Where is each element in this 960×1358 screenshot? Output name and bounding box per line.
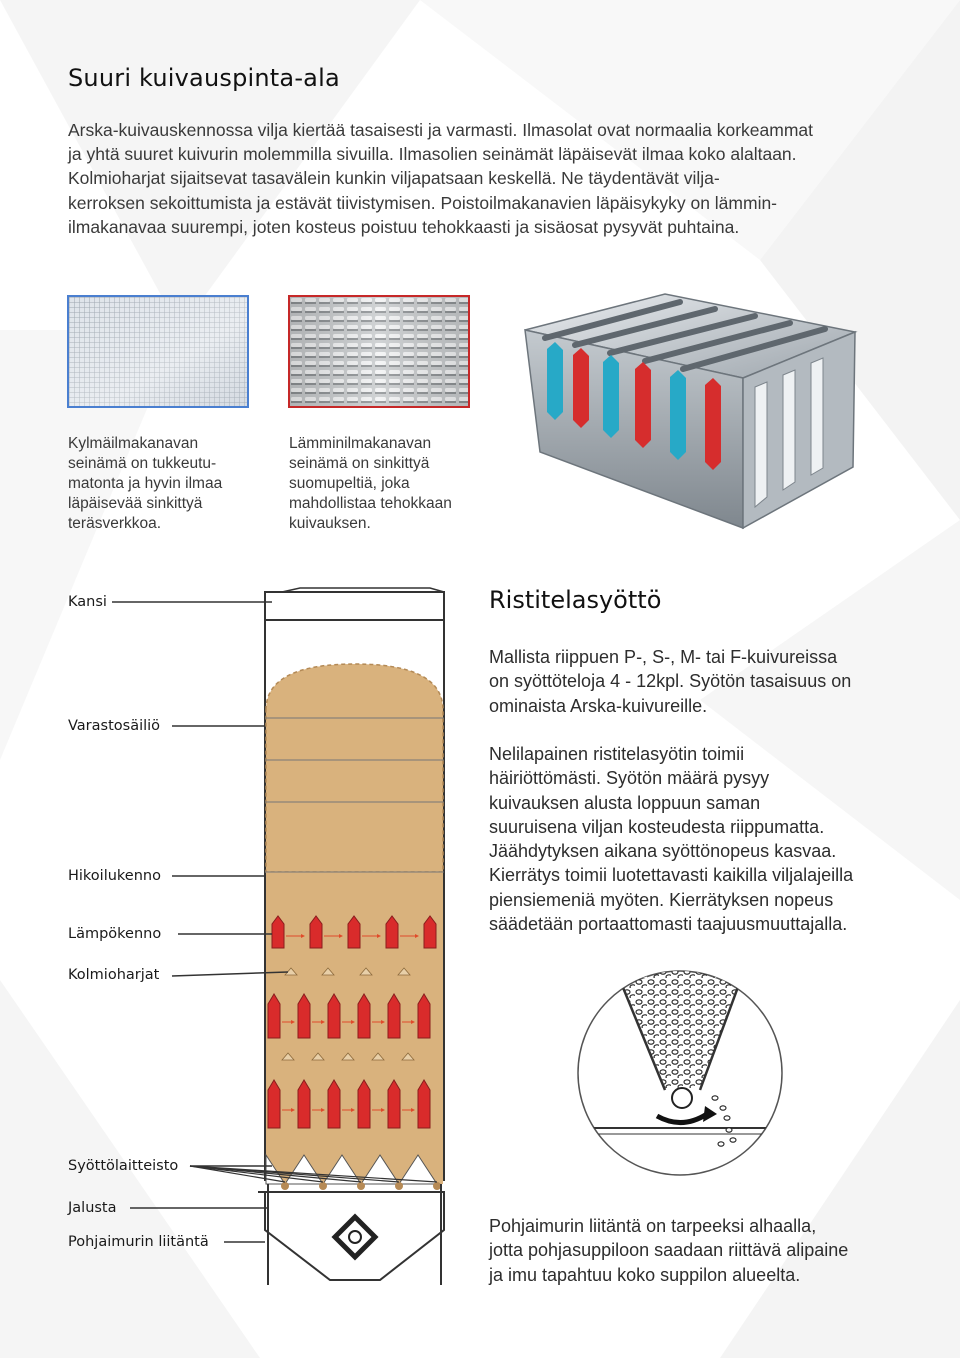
- cross-roll-feeder-illustration: [575, 968, 785, 1178]
- caption-line: Lämminilmakanavan: [289, 435, 432, 452]
- caption-line: teräsverkkoa.: [68, 515, 162, 532]
- caption-line: seinämä on tukkeutu-: [68, 455, 217, 472]
- para-line: Kierrätys toimii luotettavasti kaikilla viljalajeilla: [489, 865, 854, 886]
- caption-line: Kylmäilmakanavan: [68, 435, 199, 452]
- para-line: piensiemeniä myöten. Kierrätyksen nopeus: [489, 889, 834, 910]
- label-varastosailio: Varastosäiliö: [68, 718, 161, 734]
- feeder-operation-paragraph: [489, 742, 919, 936]
- label-kolmioharjat: Kolmioharjat: [68, 967, 160, 983]
- section-title-drying-area: Suuri kuivauspinta-ala: [68, 64, 340, 92]
- wire-mesh-photo: [67, 295, 249, 408]
- para-line: häiriöttömästi. Syötön määrä pysyy: [489, 768, 770, 789]
- intro-line: Arska-kuivauskennossa vilja kiertää tasaisesti ja varmasti. Ilmasolat ovat normaalia korkeammat: [68, 120, 814, 140]
- para-line: Nelilapainen ristitelasyötin toimii: [489, 744, 745, 764]
- label-pohjaimurin: Pohjaimurin liitäntä: [68, 1234, 209, 1250]
- para-line: Pohjaimurin liitäntä on tarpeeksi alhaalla,: [489, 1216, 817, 1236]
- label-lampokenno: Lämpökenno: [68, 926, 162, 942]
- para-line: säädetään portaattomasti taajuusmuuttajalla.: [489, 914, 848, 935]
- intro-paragraph: [68, 118, 898, 239]
- louver-sheet-image: [290, 297, 468, 406]
- storage-grain: [266, 664, 443, 872]
- para-line: jotta pohjasuppiloon saadaan riittävä alipaine: [489, 1240, 849, 1261]
- label-jalusta: Jalusta: [68, 1200, 117, 1216]
- para-line: Mallista riippuen P-, S-, M- tai F-kuivureissa: [489, 647, 838, 667]
- cold-duct-caption: [68, 434, 268, 534]
- intro-line: ja yhtä suuret kuivurin molemmilla sivuilla. Ilmasolien seinämät läpäisevät ilmaa koko alaltaan.: [68, 144, 797, 165]
- caption-line: matonta ja hyvin ilmaa: [68, 475, 223, 492]
- warm-duct-caption: [289, 434, 489, 534]
- louver-sheet-photo: [288, 295, 470, 408]
- feed-rolls-paragraph: [489, 645, 919, 718]
- intro-line: kerroksen sekoittumista ja estävät tiivistymisen. Poistoilmakanavien läpäisykyky on lämmin-: [68, 192, 778, 213]
- suction-inlet-paragraph: [489, 1214, 919, 1287]
- para-line: kuivauksen alusta loppuun saman: [489, 792, 761, 813]
- label-syottolaitteisto: Syöttölaitteisto: [68, 1158, 179, 1174]
- caption-line: mahdollistaa tehokkaan: [289, 495, 452, 512]
- para-line: suuruisena viljan kosteudesta riippumatta.: [489, 816, 825, 837]
- roof-shape: [265, 592, 444, 620]
- label-kansi: Kansi: [68, 594, 107, 610]
- para-line: on syöttöteloja 4 - 12kpl. Syötön tasaisuus on: [489, 671, 852, 692]
- caption-line: läpäisevää sinkittyä: [68, 495, 203, 512]
- intro-line: ilmakanavaa suurempi, joten kosteus poistuu tehokkaasti ja sisäosat pysyvät puhtaina.: [68, 216, 740, 237]
- caption-line: seinämä on sinkittyä: [289, 455, 430, 472]
- section-title-cross-roll-feed: Ristitelasyöttö: [489, 586, 662, 614]
- dryer-cell-photo: [515, 292, 860, 532]
- para-line: ominaista Arska-kuivureille.: [489, 695, 708, 716]
- para-line: Jäähdytyksen aikana syöttönopeus kasvaa.: [489, 841, 837, 862]
- para-line: ja imu tapahtuu koko suppilon alueelta.: [489, 1264, 801, 1285]
- sweating-cell: [266, 872, 443, 894]
- intro-line: Kolmioharjat sijaitsevat tasavälein kunkin viljapatsaan keskellä. Ne täydentävät vilja-: [68, 168, 720, 189]
- wire-mesh-image: [69, 297, 247, 406]
- caption-line: kuivauksen.: [289, 515, 371, 532]
- caption-line: suomupeltiä, joka: [289, 475, 410, 492]
- label-hikoilukenno: Hikoilukenno: [68, 868, 161, 884]
